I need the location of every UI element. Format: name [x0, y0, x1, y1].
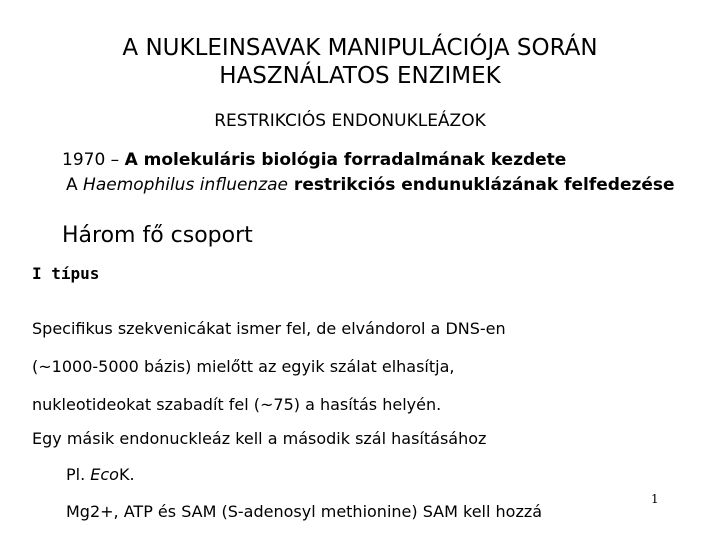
slide-title-line-1: A NUKLEINSAVAK MANIPULÁCIÓJA SORÁN	[122, 35, 598, 61]
discovery-prefix: A	[66, 175, 84, 195]
species-name: Haemophilus influenzae	[83, 175, 289, 195]
slide-title-line-2: HASZNÁLATOS ENZIMEK	[219, 63, 501, 89]
example-enzyme: Eco	[90, 465, 119, 484]
page-number: 1	[651, 492, 659, 506]
type1-line-4: Egy másik endonuckleáz kell a második szál hasításához	[32, 429, 487, 448]
type1-cofactors: Mg2+, ATP és SAM (S-adenosyl methionine) SAM kell hozzá	[66, 502, 543, 521]
history-headline: A molekuláris biológia forradalmának kezdete	[124, 150, 567, 170]
example-prefix: Pl.	[66, 465, 91, 484]
example-suffix: K.	[118, 465, 135, 484]
slide-subtitle: RESTRIKCIÓS ENDONUKLEÁZOK	[214, 111, 486, 131]
history-line	[62, 148, 566, 172]
type1-line-2: (~1000-5000 bázis) mielőtt az egyik szálat elhasítja,	[32, 357, 455, 376]
type1-line-3: nukleotideokat szabadít fel (~75) a hasítás helyén.	[32, 395, 442, 414]
discovery-suffix: restrikciós endunuklázának felfedezése	[288, 175, 675, 195]
groups-heading: Három fő csoport	[62, 223, 253, 248]
type1-heading: I típus	[32, 264, 100, 283]
discovery-line	[66, 173, 675, 197]
type1-line-1: Specifikus szekvenicákat ismer fel, de elvándorol a DNS-en	[32, 319, 506, 338]
type1-example	[66, 463, 135, 487]
history-year: 1970 –	[62, 150, 125, 170]
